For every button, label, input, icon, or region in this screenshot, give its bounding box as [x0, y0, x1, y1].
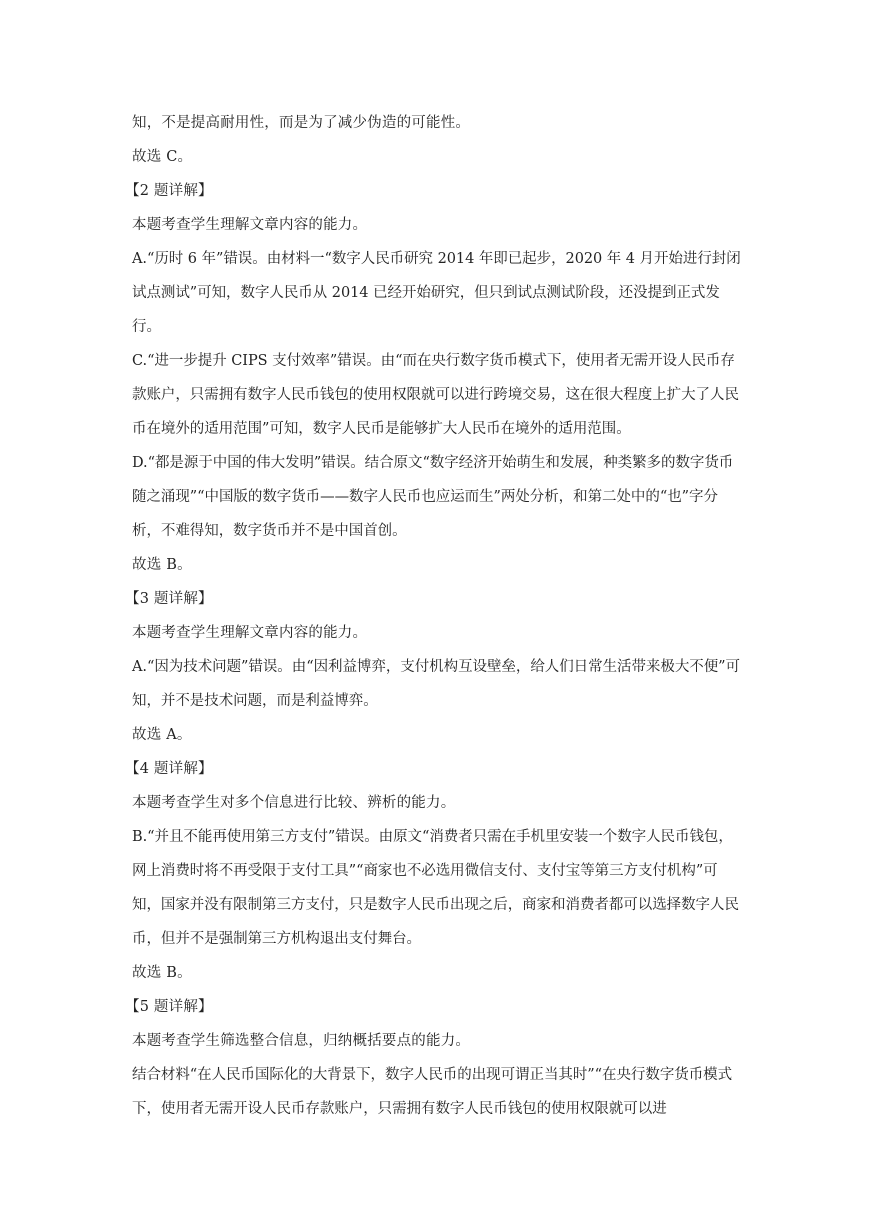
paragraph-option-b: B.“并且不能再使用第三方支付”错误。由原文“消费者只需在手机里安装一个数字人民币钱包，网上消费时将不再受限于支付工具”“商家也不必选用微信支付、支付宝等第三方支付机构”可知，国家并没有限制第三方支付，只是数字人民币出现之后，商家和消费者都可以选择数字人民币，但并不是强制第三方机构退出支付舞台。: [132, 829, 739, 947]
paragraph: 本题考查学生对多个信息进行比较、辨析的能力。: [132, 795, 456, 811]
section-heading-4: 【4 题详解】: [125, 761, 213, 777]
answer-line: 故选 B。: [132, 965, 192, 981]
paragraph-option-c: C.“进一步提升 CIPS 支付效率”错误。由“而在央行数字货币模式下，使用者无需开设人民币存款账户，只需拥有数字人民币钱包的使用权限就可以进行跨境交易，这在很大程度上扩大了人民币在境外的适用范围”可知，数字人民币是能够扩大人民币在境外的适用范围。: [132, 353, 739, 437]
paragraph-option-a: A.“历时 6 年”错误。由材料一“数字人民币研究 2014 年即已起步，2020 年 4 月开始进行封闭试点测试”可知，数字人民币从 2014 已经开始研究，但只到试点测试阶段，还没提到正式发行。: [132, 251, 741, 335]
answer-line: 故选 B。: [132, 557, 192, 573]
paragraph: 本题考查学生理解文章内容的能力。: [132, 625, 368, 641]
section-heading-3: 【3 题详解】: [125, 591, 213, 607]
answer-line: 故选 A。: [132, 727, 192, 743]
section-heading-2: 【2 题详解】: [125, 183, 213, 199]
paragraph-option-d: D.“都是源于中国的伟大发明”错误。结合原文“数字经济开始萌生和发展，种类繁多的数字货币随之涌现”“中国版的数字货币——数字人民币也应运而生”两处分析，和第二处中的“也”字分析，不难得知，数字货币并不是中国首创。: [132, 455, 734, 539]
paragraph-material: 结合材料“在人民币国际化的大背景下，数字人民币的出现可谓正当其时”“在央行数字货币模式下，使用者无需开设人民币存款账户，只需拥有数字人民币钱包的使用权限就可以进: [132, 1067, 733, 1117]
answer-line: 故选 C。: [132, 149, 193, 165]
section-heading-5: 【5 题详解】: [125, 999, 213, 1015]
document-body: [125, 106, 744, 1126]
paragraph-option-a: A.“因为技术问题”错误。由“因利益博弈，支付机构互设壁垒，给人们日常生活带来极大不便”可知，并不是技术问题，而是利益博弈。: [132, 659, 740, 709]
paragraph: 本题考查学生筛选整合信息，归纳概括要点的能力。: [132, 1033, 471, 1049]
paragraph: 本题考查学生理解文章内容的能力。: [132, 217, 368, 233]
paragraph-continuation: 知，不是提高耐用性，而是为了减少伪造的可能性。: [132, 115, 471, 131]
